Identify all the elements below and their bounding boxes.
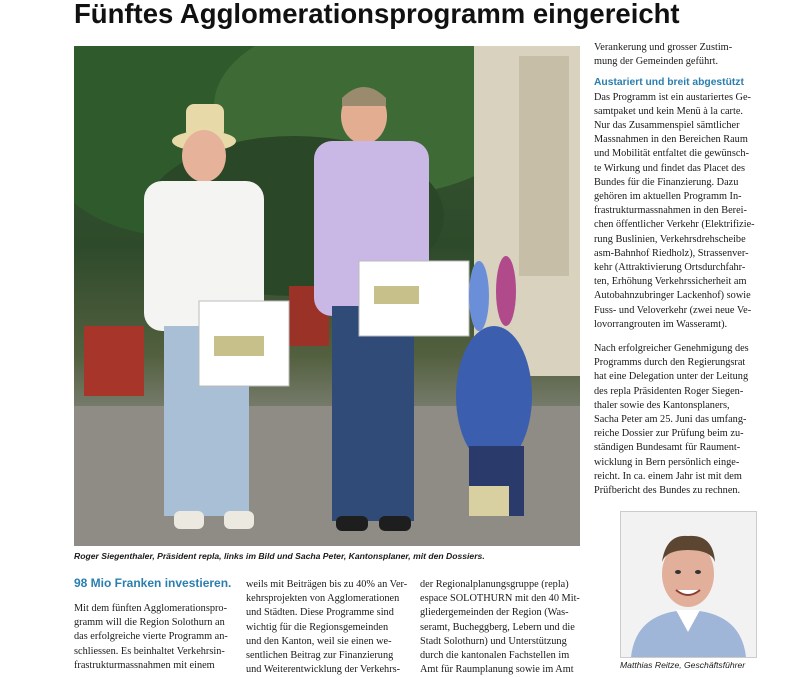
text-line: te Wirkung und findet das Placet des — [594, 162, 745, 174]
text-line: samtpaket und kein Menü à la carte. — [594, 105, 743, 117]
text-line: und Städten. Diese Programme sind — [246, 607, 394, 619]
text-line: reiche Dossier zur Prüfung beim zu- — [594, 428, 744, 440]
text-line: chen öffentlicher Verkehr (Elektrifizie- — [594, 219, 755, 231]
text-line: espace SOLOTHURN mit den 40 Mit- — [420, 593, 580, 605]
text-line: ständigen Bundesamt für Raument- — [594, 442, 741, 454]
text-line: durch die kantonalen Fachstellen im — [420, 650, 570, 662]
text-line: Programms durch den Regierungsrat — [594, 357, 746, 369]
text-line: sentlichen Beitrag zur Finanzierung — [246, 650, 394, 662]
text-line: reicht. In ca. einem Jahr ist mit dem — [594, 470, 742, 482]
text-line: kehr (Attraktivierung Ortsdurchfahr- — [594, 262, 746, 274]
text-line: und den Kanton, weil sie einen we- — [246, 635, 392, 647]
text-line: wicklung in Bern persönlich einge- — [594, 456, 740, 468]
text-line: thaler sowie des Kantonsplaners, — [594, 399, 730, 411]
text-line: Bundes für die Finanzierung. Dazu — [594, 176, 739, 188]
text-line: hat eine Delegation unter der Leitung — [594, 371, 749, 383]
main-photo — [74, 46, 580, 546]
bottom-column-3 — [420, 578, 580, 677]
text-line: Nach erfolgreicher Genehmigung des — [594, 343, 749, 355]
subhead-98-mio: 98 Mio Franken investieren. — [74, 576, 232, 590]
text-line: Mit dem fünften Agglomerationspro- — [74, 603, 227, 614]
text-line: asm-Bahnhof Riedholz), Strassenver- — [594, 247, 749, 259]
text-line: rung Buslinien, Verkehrsdrehscheibe — [594, 233, 746, 245]
text-line: gliedergemeinden der Region (Was- — [420, 607, 569, 619]
text-line: mung der Gemeinden geführt. — [594, 56, 719, 68]
text-line: Verankerung und grosser Zustim- — [594, 42, 733, 53]
subhead: Austariert und breit abgestützt — [594, 77, 744, 89]
text-line: des repla Präsidenten Roger Siegen- — [594, 385, 744, 397]
text-line: Massnahmen in den Bereichen Raum — [594, 134, 748, 146]
text-line: Prüfbericht des Bundes zu rechnen. — [594, 485, 741, 497]
text-line: lovorrangrouten im Wasseramt). — [594, 318, 728, 330]
photo-caption: Roger Siegenthaler, Präsident repla, links im Bild und Sacha Peter, Kantonsplaner, mit den Dossiers. — [74, 551, 485, 561]
text-line: Nur das Zusammenspiel sämtlicher — [594, 120, 740, 132]
text-line: das erfolgreiche vierte Programm an- — [74, 631, 228, 643]
text-line: frastrukturmassnahmen mit einem — [74, 659, 215, 671]
article-headline: Fünftes Agglomerationsprogramm eingereicht — [74, 0, 680, 29]
text-line: seramt, Bucheggberg, Lebern und die — [420, 621, 575, 633]
text-line: gehören im aktuellen Programm In- — [594, 191, 742, 203]
portrait-photo — [620, 511, 757, 658]
text-line: weils mit Beiträgen bis zu 40% an Ver- — [246, 579, 408, 590]
text-line: gramm will die Region Solothurn an — [74, 617, 225, 629]
portrait-caption: Matthias Reitze, Geschäftsführer — [620, 660, 746, 670]
text-line: Sacha Peter am 25. Juni das umfang- — [594, 414, 747, 426]
bottom-column-1 — [74, 602, 234, 673]
text-line: Fuss- und Veloverkehr (zwei neue Ve- — [594, 304, 752, 316]
text-line: schliessen. Es beinhaltet Verkehrsin- — [74, 645, 225, 657]
right-column — [594, 41, 780, 498]
photo-illustration — [74, 46, 580, 546]
text-line: Autobahnzubringer Lackenhof) sowie — [594, 290, 751, 302]
text-line: und Weiterentwicklung der Verkehrs- — [246, 664, 401, 676]
text-line: Stadt Solothurn) und Unterstützung — [420, 635, 567, 647]
text-line: Amt für Raumplanung sowie im Amt — [420, 664, 574, 676]
portrait-illustration — [621, 512, 756, 657]
text-line: wichtig für die Regionsgemeinden — [246, 621, 389, 633]
text-line: ten, Erhöhung Verkehrssicherheit am — [594, 276, 747, 288]
text-line: der Regionalplanungsgruppe (repla) — [420, 579, 569, 590]
text-line: Das Programm ist ein austariertes Ge- — [594, 91, 751, 103]
text-line: frastrukturmassnahmen in den Berei- — [594, 205, 747, 217]
text-line: und Mobilität entfaltet die gewünsch- — [594, 148, 749, 160]
bottom-column-2 — [246, 578, 406, 677]
text-line: kehrsprojekten von Agglomerationen — [246, 593, 400, 605]
